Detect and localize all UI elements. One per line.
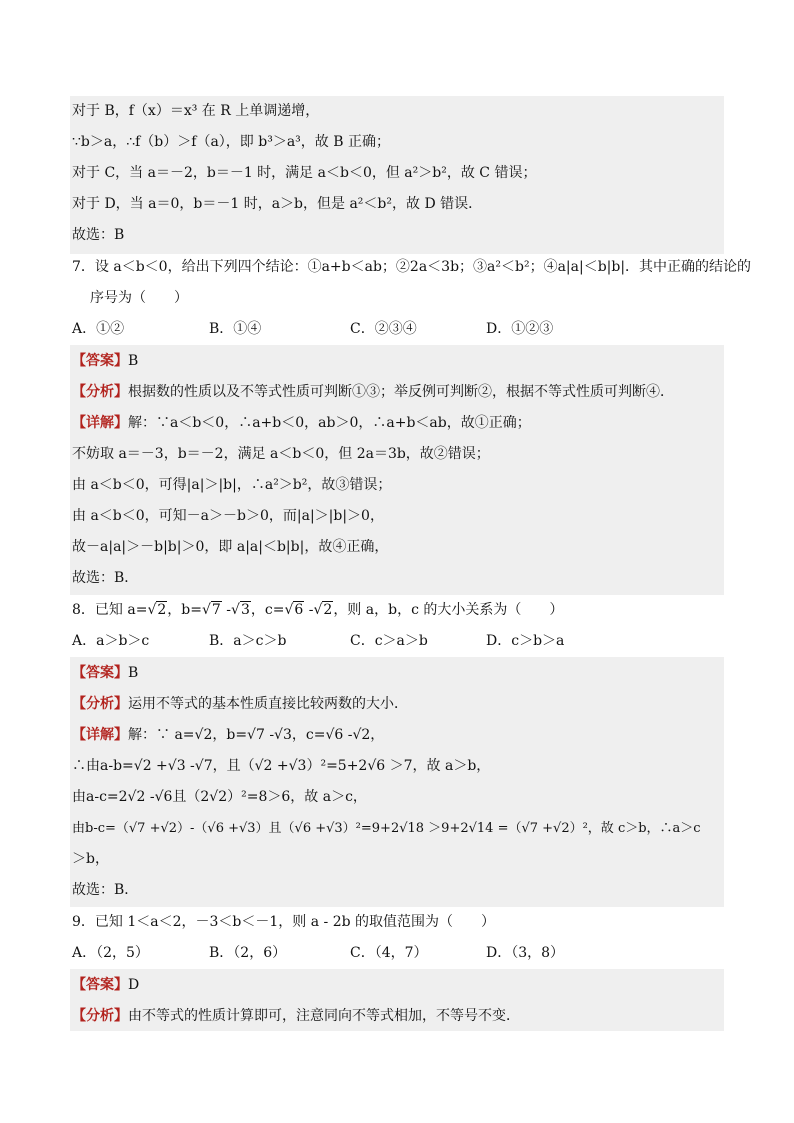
q8-option-c: C．c＞a＞b: [350, 633, 428, 649]
analysis-tag: 【分析】: [72, 1008, 128, 1024]
detail-tag: 【详解】: [72, 415, 128, 431]
q8-sqrt-3: 3: [240, 602, 250, 618]
q8-option-b: B．a＞c＞b: [209, 633, 287, 649]
q7-detail-3: 由 a＜b＜0，可得|a|＞|b|，∴a²＞b²，故③错误；: [72, 477, 392, 493]
q8-stem: 8．已知 a=√2，b=√7 -√3，c=√6 -√2，则 a，b，c 的大小关系为（ ）: [72, 602, 564, 618]
q7-detail-5: 故－a|a|＞－b|b|＞0，即 a|a|＜b|b|，故④正确，: [72, 539, 389, 555]
q8-stem-b: ，b=: [167, 602, 202, 618]
q9-option-b: B．（2，6）: [209, 945, 287, 961]
prev-line-3: 对于 C，当 a＝－2，b＝－1 时，满足 a＜b＜0，但 a²＞b²，故 C 错误；: [72, 165, 537, 181]
q9-option-d: D．（3，8）: [486, 945, 565, 961]
q7-stem: 7．设 a＜b＜0，给出下列四个结论：①a+b＜ab；②2a＜3b；③a²＜b²；④a|a|＜b|b|．其中正确的结论的: [72, 259, 752, 275]
q9-option-c: C．（4，7）: [350, 945, 428, 961]
q7-options: [0, 314, 794, 345]
answer-tag: 【答案】: [72, 665, 128, 681]
q9-options: [0, 938, 794, 969]
q7-detail-6: 故选：B．: [72, 570, 139, 586]
q8-analysis: [0, 689, 794, 720]
q8-option-d: D．c＞b＞a: [486, 633, 565, 649]
prev-line-5: 故选：B: [72, 227, 125, 243]
q8-answer: [0, 658, 794, 689]
q8-detail-2: ∴由a-b=√2 +√3 -√7，且（√2 +√3）²=5+2√6 ＞7，故 a＞b，: [72, 758, 491, 774]
q9-answer: [0, 970, 794, 1001]
q8-options: [0, 626, 794, 657]
prev-line-2: ∵b＞a，∴f（b）＞f（a），即 b³＞a³，故 B 正确；: [72, 134, 390, 150]
q8-detail-4: 由b-c=（√7 +√2）-（√6 +√3）且（√6 +√3）²=9+2√18 ＞9+2√14 =（√7 +√2）²，故 c＞b，∴a＞c: [72, 821, 701, 836]
q8-sqrt-2: 2: [157, 602, 167, 618]
q8-detail-6: 故选：B．: [72, 882, 139, 898]
analysis-text: 根据数的性质以及不等式性质可判断①③；举反例可判断②，根据不等式性质可判断④．: [128, 384, 674, 400]
analysis-text: 由不等式的性质计算即可，注意同向不等式相加，不等号不变．: [128, 1008, 520, 1024]
q7-option-b: B．①④: [209, 321, 262, 337]
q8-sqrt-7: 7: [211, 602, 221, 618]
q9-stem: 9．已知 1＜a＜2，－3＜b＜－1，则 a - 2b 的取值范围为（ ）: [72, 914, 496, 930]
analysis-text: 运用不等式的基本性质直接比较两数的大小．: [128, 696, 408, 712]
q9-analysis: [0, 1001, 794, 1032]
detail-tag: 【详解】: [72, 727, 128, 743]
analysis-tag: 【分析】: [72, 696, 128, 712]
q8-detail-1: [0, 720, 794, 751]
analysis-tag: 【分析】: [72, 384, 128, 400]
detail-text: 解：∵ a=√2，b=√7 -√3，c=√6 -√2，: [128, 727, 385, 743]
prev-line-4: 对于 D，当 a＝0，b＝－1 时，a＞b，但是 a²＜b²，故 D 错误．: [72, 196, 483, 212]
q8-stem-pre: 8．已知 a=: [72, 602, 148, 618]
q8-detail-5: ＞b，: [72, 851, 109, 867]
q7-option-a: A．①②: [72, 321, 125, 337]
q7-analysis: [0, 377, 794, 408]
q7-answer: [0, 346, 794, 377]
answer-tag: 【答案】: [72, 977, 128, 993]
q7-detail-2: 不妨取 a＝－3，b＝－2，满足 a＜b＜0，但 2a＝3b，故②错误；: [72, 446, 490, 462]
q8-option-a: A．a＞b＞c: [72, 633, 150, 649]
q9-option-a: A．（2，5）: [72, 945, 149, 961]
q8-stem-post: ，则 a，b，c 的大小关系为（ ）: [333, 602, 564, 618]
q8-minus-1: -: [226, 602, 232, 618]
q8-detail-3: 由a-c=2√2 -√6且（2√2）²=8＞6，故 a＞c，: [72, 789, 367, 805]
answer-value: D: [128, 977, 140, 993]
q7-detail-4: 由 a＜b＜0，可知－a＞－b＞0，而|a|＞|b|＞0，: [72, 508, 384, 524]
answer-value: B: [128, 665, 139, 681]
detail-text: 解：∵a＜b＜0，∴a+b＜0，ab＞0，∴a+b＜ab，故①正确；: [128, 415, 531, 431]
answer-tag: 【答案】: [72, 353, 128, 369]
answer-value: B: [128, 353, 139, 369]
q7-option-d: D．①②③: [486, 321, 554, 337]
q8-sqrt-6: 6: [294, 602, 304, 618]
q8-stem-c: ，c=: [250, 602, 285, 618]
q7-detail-1: [0, 408, 794, 439]
q7-stem-cont: 序号为（ ）: [90, 290, 188, 306]
q8-minus-2: -: [308, 602, 314, 618]
q7-option-c: C．②③④: [350, 321, 417, 337]
prev-line-1: 对于 B，f（x）＝x³ 在 R 上单调递增，: [72, 103, 320, 119]
q8-sqrt-2b: 2: [323, 602, 333, 618]
